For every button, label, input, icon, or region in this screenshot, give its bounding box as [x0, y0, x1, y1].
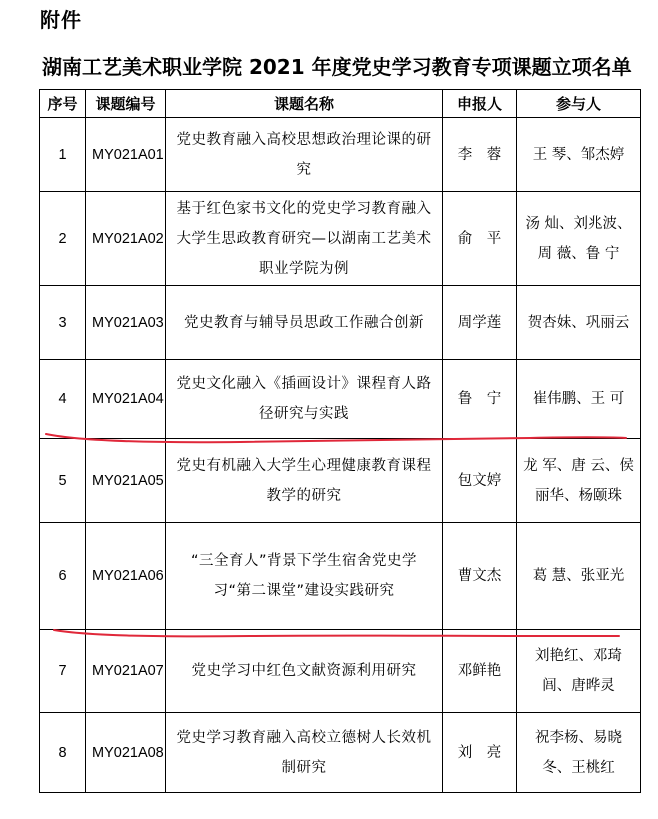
cell-code: MY021A08 [86, 713, 166, 793]
cell-code: MY021A06 [86, 523, 166, 630]
header-members: 参与人 [517, 90, 641, 118]
table-header-row [40, 90, 641, 118]
cell-number: 3 [40, 286, 86, 360]
cell-applicant: 刘 亮 [443, 713, 517, 793]
cell-applicant: 鲁 宁 [443, 360, 517, 439]
cell-code: MY021A02 [86, 192, 166, 286]
cell-title: “三全育人”背景下学生宿舍党史学习“第二课堂”建设实践研究 [166, 523, 443, 630]
cell-members: 贺杏妹、巩丽云 [517, 286, 641, 360]
table-row [40, 439, 641, 523]
document-title: 湖南工艺美术职业学院 2021 年度党史学习教育专项课题立项名单 [42, 55, 632, 79]
cell-title: 党史文化融入《插画设计》课程育人路径研究与实践 [166, 360, 443, 439]
cell-number: 4 [40, 360, 86, 439]
cell-number: 5 [40, 439, 86, 523]
table-row [40, 192, 641, 286]
table-row [40, 523, 641, 630]
cell-applicant: 曹文杰 [443, 523, 517, 630]
cell-applicant: 俞 平 [443, 192, 517, 286]
cell-members: 崔伟鹏、王 可 [517, 360, 641, 439]
cell-number: 6 [40, 523, 86, 630]
cell-members: 龙 军、唐 云、侯丽华、杨颐珠 [517, 439, 641, 523]
table-row [40, 360, 641, 439]
cell-members: 祝李杨、易晓冬、王桃红 [517, 713, 641, 793]
table-row [40, 630, 641, 713]
cell-applicant: 包文婷 [443, 439, 517, 523]
header-applicant: 申报人 [443, 90, 517, 118]
attachment-label: 附件 [40, 8, 82, 32]
cell-number: 1 [40, 118, 86, 192]
cell-code: MY021A01 [86, 118, 166, 192]
cell-number: 8 [40, 713, 86, 793]
cell-applicant: 周学莲 [443, 286, 517, 360]
cell-title: 党史学习教育融入高校立德树人长效机制研究 [166, 713, 443, 793]
cell-title: 基于红色家书文化的党史学习教育融入大学生思政教育研究—以湖南工艺美术职业学院为例 [166, 192, 443, 286]
project-list-table [39, 89, 641, 793]
table-row [40, 118, 641, 192]
cell-code: MY021A07 [86, 630, 166, 713]
cell-number: 2 [40, 192, 86, 286]
header-code: 课题编号 [86, 90, 166, 118]
cell-members: 汤 灿、刘兆波、周 薇、鲁 宁 [517, 192, 641, 286]
cell-title: 党史教育与辅导员思政工作融合创新 [166, 286, 443, 360]
cell-title: 党史有机融入大学生心理健康教育课程教学的研究 [166, 439, 443, 523]
header-number: 序号 [40, 90, 86, 118]
cell-title: 党史学习中红色文献资源利用研究 [166, 630, 443, 713]
cell-applicant: 李 蓉 [443, 118, 517, 192]
header-title: 课题名称 [166, 90, 443, 118]
cell-code: MY021A03 [86, 286, 166, 360]
table-row [40, 286, 641, 360]
cell-number: 7 [40, 630, 86, 713]
table-row [40, 713, 641, 793]
cell-title: 党史教育融入高校思想政治理论课的研究 [166, 118, 443, 192]
cell-code: MY021A04 [86, 360, 166, 439]
cell-applicant: 邓鲜艳 [443, 630, 517, 713]
cell-members: 王 琴、邹杰婷 [517, 118, 641, 192]
cell-members: 葛 慧、张亚光 [517, 523, 641, 630]
cell-members: 刘艳红、邓琦闾、唐晔灵 [517, 630, 641, 713]
cell-code: MY021A05 [86, 439, 166, 523]
